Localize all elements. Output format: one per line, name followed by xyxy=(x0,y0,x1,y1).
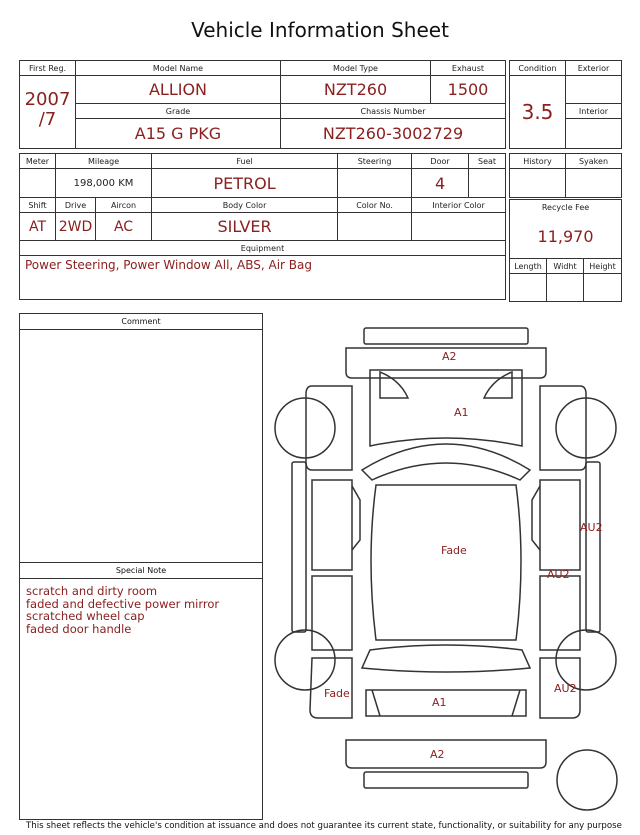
fuel-value: PETROL xyxy=(152,169,338,198)
damage-label-hood: A1 xyxy=(454,406,469,419)
damage-label-left-rear-fender: Fade xyxy=(324,687,350,700)
special-note-item: faded door handle xyxy=(26,621,132,636)
width-label: Widht xyxy=(547,259,584,274)
condition-label: Condition xyxy=(510,61,566,76)
special-note-item: scratch and dirty room xyxy=(26,584,158,598)
special-note-item: faded and defective power mirror xyxy=(26,596,220,611)
left-rear-door xyxy=(312,576,352,650)
left-side-sill xyxy=(292,462,306,632)
drive-value: 2WD xyxy=(56,213,96,241)
model-name-label: Model Name xyxy=(76,61,281,76)
body-color-label: Body Color xyxy=(152,198,338,213)
seat-label: Seat xyxy=(469,154,506,169)
damage-label-right-rear-fender: AU2 xyxy=(547,568,570,581)
condition-score: 3.5 xyxy=(510,76,566,149)
front-bumper-top xyxy=(364,328,528,344)
door-label: Door xyxy=(412,154,469,169)
syaken-label: Syaken xyxy=(566,154,622,169)
drive-label: Drive xyxy=(56,198,96,213)
car-diagram xyxy=(268,320,628,815)
mileage-value: 198,000 KM xyxy=(56,169,152,198)
recycle-table xyxy=(509,199,622,302)
history-label: History xyxy=(510,154,566,169)
damage-label-rear-panel: AU2 xyxy=(554,682,577,695)
meter-value xyxy=(20,169,56,198)
recycle-label: Recycle Fee xyxy=(510,200,622,215)
wheel-front-left xyxy=(275,398,335,458)
shift-value: AT xyxy=(20,213,56,241)
shift-label: Shift xyxy=(20,198,56,213)
width-value xyxy=(547,274,584,302)
page-title: Vehicle Information Sheet xyxy=(191,18,449,42)
specs-table xyxy=(19,153,506,300)
grade-label: Grade xyxy=(76,104,281,119)
damage-label-right-rear-door: AU2 xyxy=(580,521,603,534)
roof xyxy=(371,485,521,640)
chassis-label: Chassis Number xyxy=(281,104,506,119)
right-side-sill xyxy=(586,462,600,632)
wheel-rear-right xyxy=(556,630,616,690)
damage-label-front-bumper: A2 xyxy=(442,350,457,363)
steering-label: Steering xyxy=(338,154,412,169)
vehicle-info-table xyxy=(19,60,506,149)
condition-table xyxy=(509,60,622,149)
rear-bumper-bottom xyxy=(364,772,528,788)
comment-panel xyxy=(19,313,263,820)
wheel-rear-left xyxy=(275,630,335,690)
equipment-value: Power Steering, Power Window All, ABS, Air Bag xyxy=(20,256,506,300)
meter-label: Meter xyxy=(20,154,56,169)
rear-bumper xyxy=(346,740,546,768)
comment-label: Comment xyxy=(20,314,262,330)
height-label: Height xyxy=(584,259,622,274)
body-color-value: SILVER xyxy=(152,213,338,241)
footer-disclaimer: This sheet reflects the vehicle's condition at issuance and does not guarantee its current state, functionality, or suitability for any purpose xyxy=(26,821,622,831)
exhaust-value: 1500 xyxy=(431,76,506,104)
damage-label-roof: Fade xyxy=(441,544,467,557)
spare-wheel xyxy=(557,750,617,810)
door-value: 4 xyxy=(412,169,469,198)
color-no-value xyxy=(338,213,412,241)
length-value xyxy=(510,274,547,302)
first-reg-year: 2007 xyxy=(24,89,71,110)
first-reg-label: First Reg. xyxy=(20,61,76,76)
exterior-label: Exterior xyxy=(566,61,622,76)
model-name-value: ALLION xyxy=(76,76,281,104)
right-rear-door xyxy=(540,576,580,650)
damage-label-trunk: A1 xyxy=(432,696,447,709)
special-note-label: Special Note xyxy=(20,563,262,579)
length-label: Length xyxy=(510,259,547,274)
model-type-value: NZT260 xyxy=(281,76,431,104)
left-front-door xyxy=(312,480,352,570)
exterior-value xyxy=(566,76,622,104)
interior-label: Interior xyxy=(566,104,622,119)
equipment-label: Equipment xyxy=(20,241,506,256)
interior-value xyxy=(566,119,622,149)
history-table xyxy=(509,153,622,198)
aircon-value: AC xyxy=(96,213,152,241)
special-note-list xyxy=(20,579,262,641)
chassis-value: NZT260-3002729 xyxy=(281,119,506,149)
first-reg-month: /7 xyxy=(38,109,57,130)
grade-value: A15 G PKG xyxy=(76,119,281,149)
exhaust-label: Exhaust xyxy=(431,61,506,76)
interior-color-value xyxy=(412,213,506,241)
recycle-value: 11,970 xyxy=(510,215,622,259)
syaken-value xyxy=(566,169,622,198)
rear-window xyxy=(362,645,530,672)
damage-label-rear-bumper: A2 xyxy=(430,748,445,761)
comment-body xyxy=(20,330,262,563)
first-reg-value xyxy=(20,76,76,149)
model-type-label: Model Type xyxy=(281,61,431,76)
interior-color-label: Interior Color xyxy=(412,198,506,213)
fuel-label: Fuel xyxy=(152,154,338,169)
aircon-label: Aircon xyxy=(96,198,152,213)
history-value xyxy=(510,169,566,198)
windshield xyxy=(362,444,530,480)
right-front-door xyxy=(540,480,580,570)
seat-value xyxy=(469,169,506,198)
color-no-label: Color No. xyxy=(338,198,412,213)
special-note-item: scratched wheel cap xyxy=(26,609,145,623)
height-value xyxy=(584,274,622,302)
steering-value xyxy=(338,169,412,198)
mileage-label: Mileage xyxy=(56,154,152,169)
hood xyxy=(370,370,522,446)
